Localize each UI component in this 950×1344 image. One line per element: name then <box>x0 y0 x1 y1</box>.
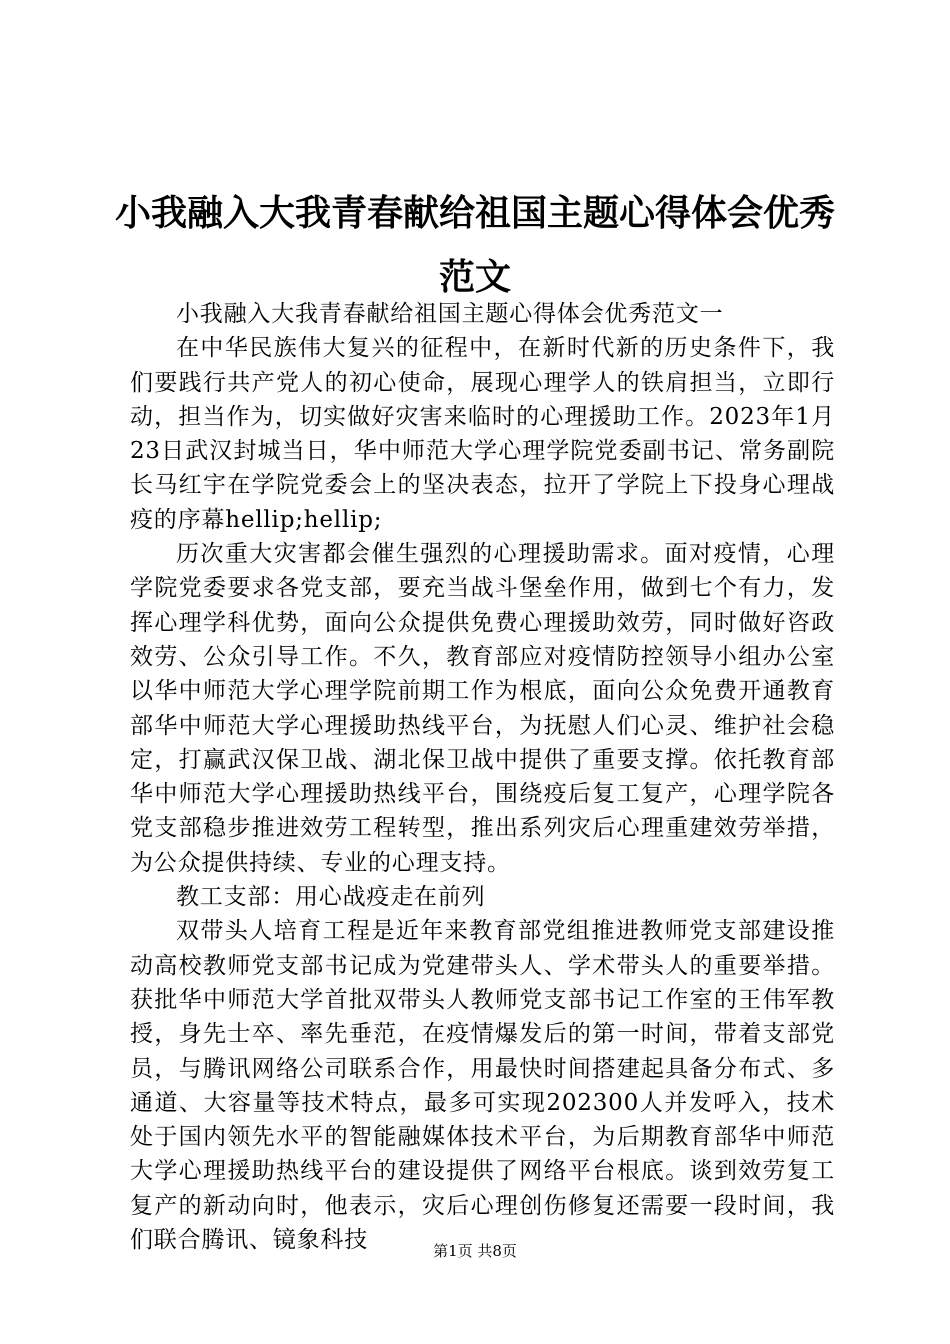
page-number-footer: 第1页 共8页 <box>433 1242 517 1260</box>
body-paragraph: 双带头人培育工程是近年来教育部党组推进教师党支部建设推动高校教师党支部书记成为党建带头人、学术带头人的重要举措。获批华中师范大学首批双带头人教师党支部书记工作室的王伟军教授，身先士卒、率先垂范，在疫情爆发后的第一时间，带着支部党员，与腾讯网络公司联系合作，用最快时间搭建起具备分布式、多通道、大容量等技术特点，最多可实现202300人并发呼入，技术处于国内领先水平的智能融媒体技术平台，为后期教育部华中师范大学心理援助热线平台的建设提供了网络平台根底。谈到效劳复工复产的新动向时，他表示，灾后心理创伤修复还需要一段时间，我们联合腾讯、镜象科技 <box>130 918 835 1254</box>
body-paragraph: 在中华民族伟大复兴的征程中，在新时代新的历史条件下，我们要践行共产党人的初心使命，展现心理学人的铁肩担当，立即行动，担当作为，切实做好灾害来临时的心理援助工作。2023年1月23日武汉封城当日，华中师范大学心理学院党委副书记、常务副院长马红宇在学院党委会上的坚决表态，拉开了学院上下投身心理战疫的序幕hellip;hellip; <box>130 335 835 533</box>
section-heading: 小我融入大我青春献给祖国主题心得体会优秀范文一 <box>176 301 724 327</box>
body-paragraph: 历次重大灾害都会催生强烈的心理援助需求。面对疫情，心理学院党委要求各党支部，要充当战斗堡垒作用，做到七个有力，发挥心理学科优势，面向公众提供免费心理援助效劳，同时做好咨政效劳、公众引导工作。不久，教育部应对疫情防控领导小组办公室以华中师范大学心理学院前期工作为根底，面向公众免费开通教育部华中师范大学心理援助热线平台，为抚慰人们心灵、维护社会稳定，打赢武汉保卫战、湖北保卫战中提供了重要支撑。依托教育部华中师范大学心理援助热线平台，围绕疫后复工复产，心理学院各党支部稳步推进效劳工程转型，推出系列灾后心理重建效劳举措，为公众提供持续、专业的心理支持。 <box>130 541 835 876</box>
document-body <box>130 297 835 1257</box>
section-heading: 教工支部：用心战疫走在前列 <box>176 884 486 911</box>
document-title: 小我融入大我青春献给祖国主题心得体会优秀范文 <box>114 193 835 298</box>
